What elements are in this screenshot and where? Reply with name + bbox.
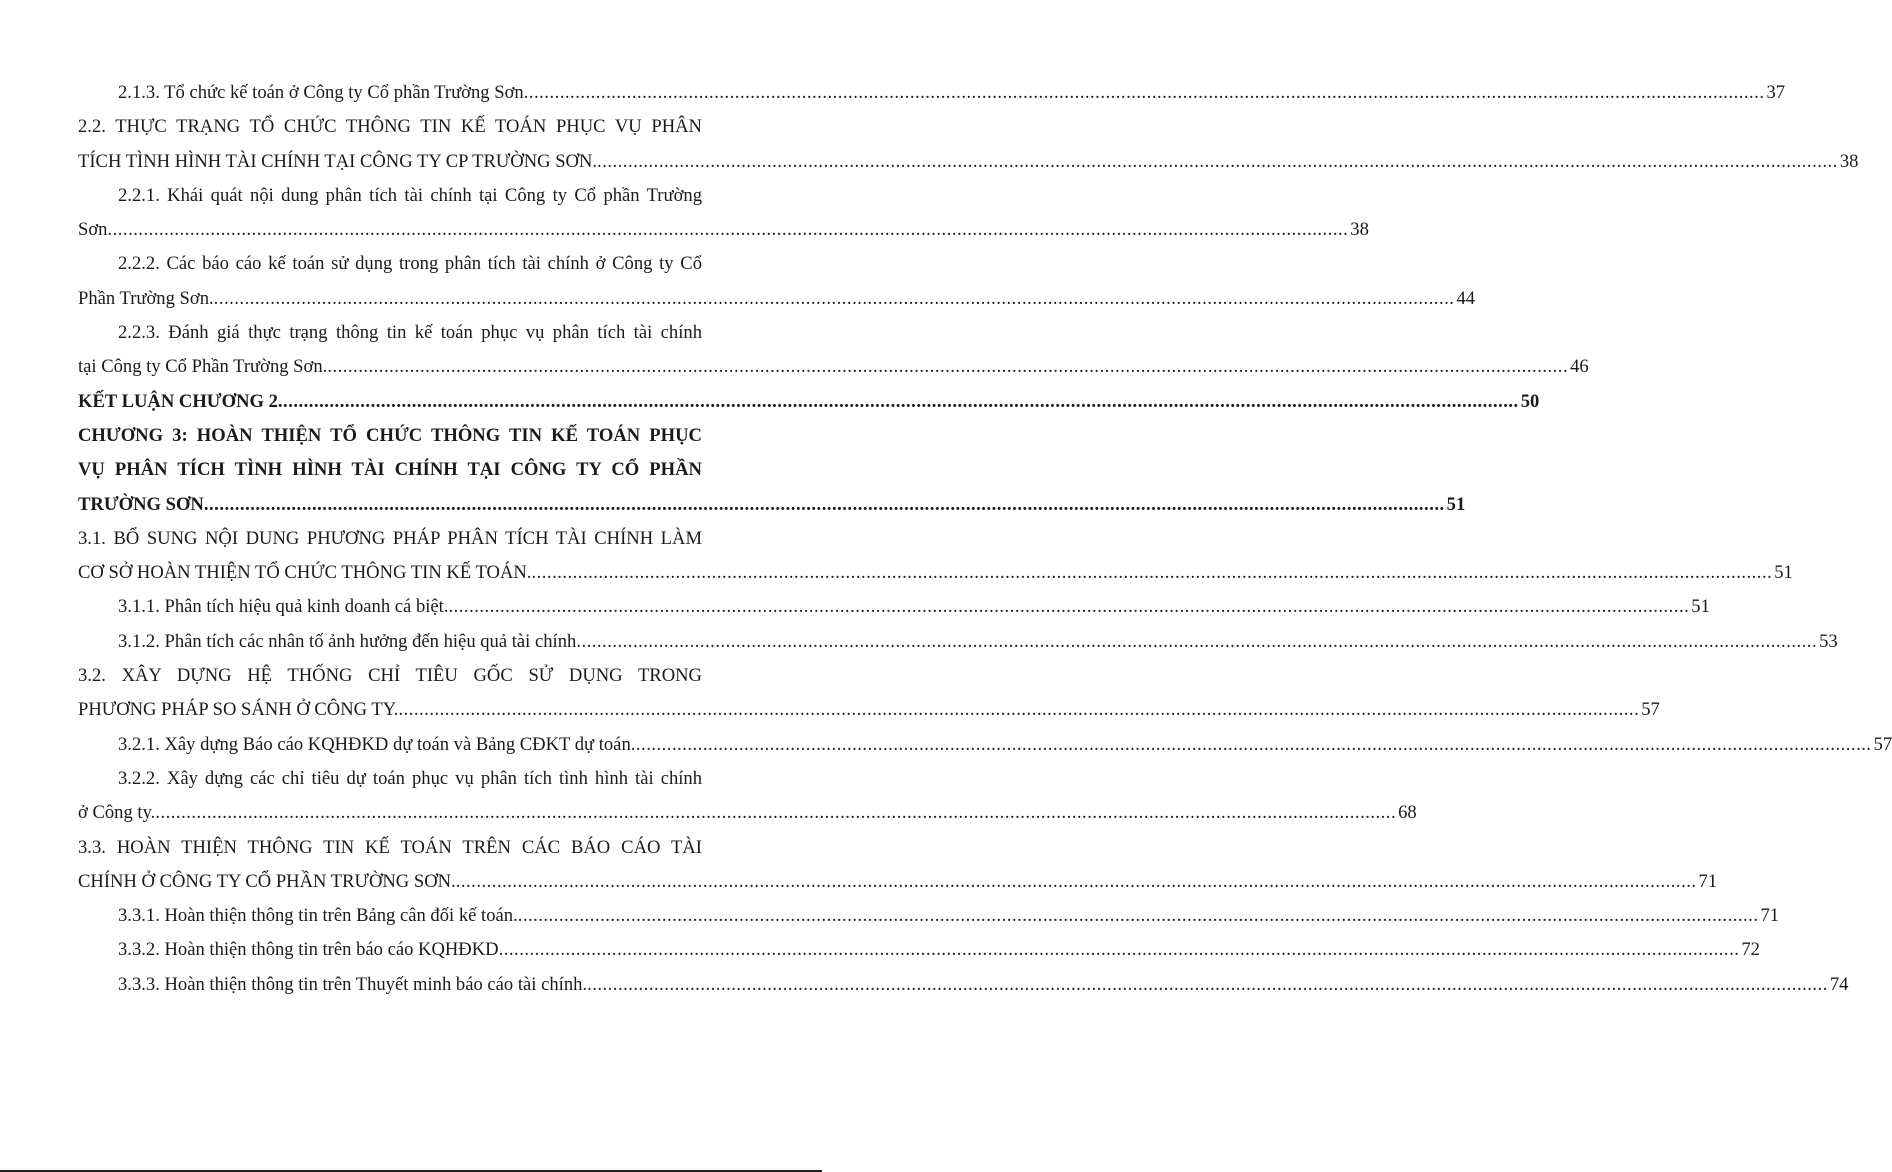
toc-entry-ket-luan-chuong-2[interactable] [78, 385, 1540, 419]
toc-page-number: 57 [1641, 699, 1660, 721]
toc-page-number: 71 [1698, 870, 1718, 892]
toc-entry-3-2-line1[interactable]: 3.2. XÂY DỰNG HỆ THỐNG CHỈ TIÊU GỐC SỬ DỤNG TRONG [78, 665, 702, 687]
toc-entry-title: 2.1.3. Tổ chức kế toán ở Công ty Cổ phần Trường Sơn [118, 82, 524, 103]
toc-page-number: 71 [1760, 905, 1780, 927]
toc-entry-chuong-3-line1[interactable]: CHƯƠNG 3: HOÀN THIỆN TỔ CHỨC THÔNG TIN KẾ TOÁN PHỤC [78, 424, 702, 446]
toc-entry-2-2-2-line2[interactable] [78, 282, 1476, 316]
toc-page-number: 50 [1520, 390, 1540, 412]
toc-entry-title: 3.1.1. Phân tích hiệu quả kinh doanh cá biệt. [118, 596, 449, 618]
dot-leader [155, 796, 1396, 830]
toc-entry-title: TRƯỜNG SƠN [78, 493, 204, 515]
toc-entry-3-2-line2[interactable] [78, 693, 1660, 727]
dot-leader [278, 385, 1519, 419]
toc-entry-title: 3.3.2. Hoàn thiện thông tin trên báo cáo KQHĐKD [118, 939, 499, 961]
dot-leader [587, 968, 1828, 1002]
toc-entry-2-2-3-line2[interactable] [78, 350, 1589, 384]
toc-page-number: 57 [1873, 733, 1892, 755]
dot-leader [597, 145, 1838, 179]
toc-entry-title: TÍCH TÌNH HÌNH TÀI CHÍNH TẠI CÔNG TY CP TRƯỜNG SƠN. [78, 150, 598, 172]
toc-entry-3-2-2-line2[interactable] [78, 796, 1417, 830]
toc-entry-2-2-1-line2[interactable] [78, 213, 1369, 247]
toc-page-number: 38 [1350, 219, 1369, 241]
toc-entry-3-1-line1[interactable]: 3.1. BỔ SUNG NỘI DUNG PHƯƠNG PHÁP PHÂN TÍCH TÀI CHÍNH LÀM [78, 527, 702, 549]
toc-page-number: 72 [1741, 939, 1760, 961]
dot-leader [214, 282, 1455, 316]
toc-entry-3-3-1[interactable] [78, 899, 1780, 933]
toc-entry-title: 3.1.2. Phân tích các nhân tố ảnh hưởng đến hiệu quả tài chính [118, 630, 577, 652]
toc-entry-title: ở Công ty. [78, 802, 156, 824]
toc-entry-2-2-1-line1[interactable]: 2.2.1. Khái quát nội dung phân tích tài chính tại Công ty Cổ phần Trường [118, 184, 702, 206]
toc-entry-title: Sơn [78, 219, 108, 241]
toc-page-number: 46 [1570, 356, 1589, 378]
toc-entry-3-3-2[interactable] [78, 933, 1760, 967]
dot-leader [204, 488, 1445, 522]
toc-page-number: 51 [1691, 596, 1710, 618]
dot-leader [327, 350, 1568, 384]
toc-page-number: 44 [1456, 287, 1476, 309]
toc-entry-chuong-3-line3[interactable] [78, 488, 1466, 522]
toc-entry-3-3-line2[interactable] [78, 865, 1718, 899]
toc-page-number: 37 [1766, 82, 1786, 103]
dot-leader [576, 625, 1817, 659]
toc-page-number: 51 [1774, 562, 1793, 584]
toc-entry-2-1-3[interactable] [78, 76, 1786, 110]
toc-entry-title: 3.2.1. Xây dựng Báo cáo KQHĐKD dự toán và Bảng CĐKT dự toán [118, 733, 631, 755]
toc-entry-title: Phần Trường Sơn. [78, 287, 214, 309]
dot-leader [107, 213, 1348, 247]
toc-entry-3-2-1[interactable] [78, 728, 1892, 762]
toc-page-number: 53 [1819, 630, 1838, 652]
toc-page-number: 51 [1446, 493, 1466, 515]
toc-entry-title: KẾT LUẬN CHƯƠNG 2 [78, 390, 278, 412]
toc-entry-3-1-1[interactable] [78, 590, 1710, 624]
toc-entry-chuong-3-line2[interactable]: VỤ PHÂN TÍCH TÌNH HÌNH TÀI CHÍNH TẠI CÔNG TY CỔ PHẦN [78, 459, 702, 481]
toc-entry-title: 3.3.3. Hoàn thiện thông tin trên Thuyết minh báo cáo tài chính. [118, 973, 588, 995]
dot-leader [398, 693, 1639, 727]
table-of-contents [78, 76, 1892, 1002]
dot-leader [456, 865, 1697, 899]
toc-entry-title: CHÍNH Ở CÔNG TY CỔ PHẦN TRƯỜNG SƠN. [78, 870, 456, 892]
toc-page-number: 68 [1398, 802, 1417, 824]
dot-leader [524, 76, 1765, 110]
toc-entry-2-2-3-line1[interactable]: 2.2.3. Đánh giá thực trạng thông tin kế toán phục vụ phân tích tài chính [118, 322, 702, 344]
toc-entry-3-1-2[interactable] [78, 625, 1838, 659]
toc-page-number: 74 [1829, 973, 1849, 995]
dot-leader [448, 590, 1689, 624]
toc-entry-title: 3.3.1. Hoàn thiện thông tin trên Bảng cân đối kế toán. [118, 905, 518, 927]
dot-leader [499, 933, 1740, 967]
toc-entry-title: CƠ SỞ HOÀN THIỆN TỔ CHỨC THÔNG TIN KẾ TOÁN. [78, 562, 532, 584]
toc-entry-2-2-2-line1[interactable]: 2.2.2. Các báo cáo kế toán sử dụng trong phân tích tài chính ở Công ty Cổ [118, 253, 702, 275]
dot-leader [518, 899, 1759, 933]
toc-entry-3-2-2-line1[interactable]: 3.2.2. Xây dựng các chỉ tiêu dự toán phục vụ phân tích tình hình tài chính [118, 767, 702, 789]
toc-entry-3-3-line1[interactable]: 3.3. HOÀN THIỆN THÔNG TIN KẾ TOÁN TRÊN CÁC BÁO CÁO TÀI [78, 836, 702, 858]
toc-entry-2-2-line1[interactable]: 2.2. THỰC TRẠNG TỔ CHỨC THÔNG TIN KẾ TOÁN PHỤC VỤ PHÂN [78, 116, 702, 138]
dot-leader [531, 556, 1772, 590]
toc-entry-title: PHƯƠNG PHÁP SO SÁNH Ở CÔNG TY. [78, 699, 399, 721]
dot-leader [631, 728, 1872, 762]
toc-entry-3-3-3[interactable] [78, 968, 1849, 1002]
toc-entry-title: tại Công ty Cổ Phần Trường Sơn. [78, 356, 328, 378]
toc-entry-2-2-line2[interactable] [78, 145, 1859, 179]
toc-page-number: 38 [1839, 150, 1859, 172]
toc-entry-3-1-line2[interactable] [78, 556, 1793, 590]
